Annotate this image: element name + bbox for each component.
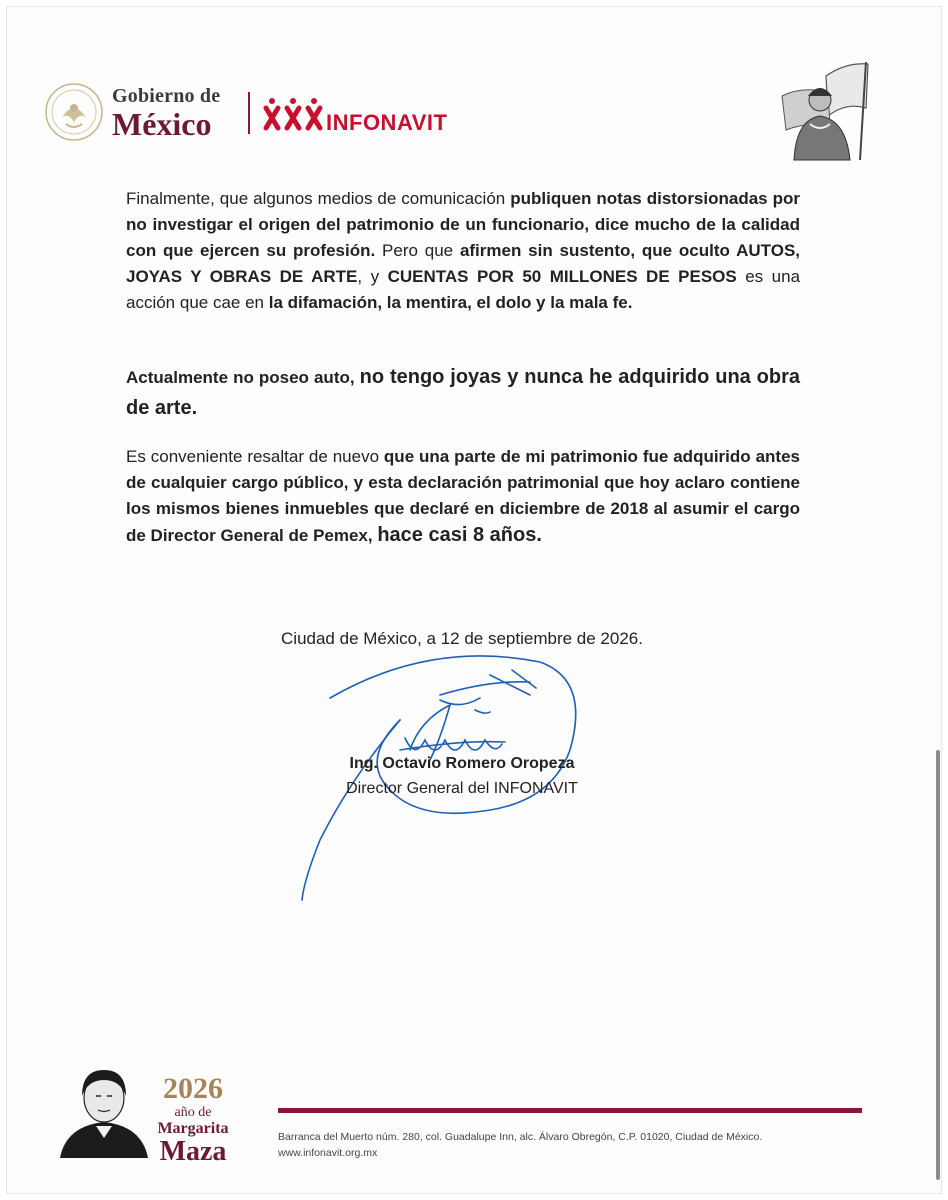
p1-run-4: , y: [357, 267, 388, 286]
year-number: 2026: [163, 1072, 223, 1105]
p1-run-3: afirmen sin sustento, que oculto AUTOS, JOYAS Y OBRAS DE ARTE: [126, 241, 801, 286]
p2-run-1: no tengo joyas y nunca he adquirido una obra de arte.: [126, 366, 801, 419]
year-line-4: Maza: [159, 1136, 227, 1167]
place-date: Ciudad de México, a 12 de septiembre de 2026.: [281, 629, 643, 648]
gobierno-line1: Gobierno de: [112, 85, 221, 107]
p2-run-0: Actualmente no poseo auto,: [126, 368, 360, 387]
portrait-icon: [56, 1066, 152, 1158]
scrollbar[interactable]: [936, 750, 940, 1180]
paragraph-3: [126, 444, 800, 549]
p1-run-1: publiquen notas distorsionadas por no investigar el origen del patrimonio de un funcionario, dice mucho de la calidad con que ejercen su profesión.: [126, 189, 800, 260]
document-page: [6, 6, 942, 1194]
footer-website: www.infonavit.org.mx: [278, 1147, 378, 1159]
year-line-2: año de: [174, 1105, 212, 1120]
paragraph-2: [126, 362, 800, 424]
footer-divider: [278, 1108, 862, 1113]
year-logo: [152, 1074, 234, 1166]
mexico-seal-icon: [44, 82, 104, 142]
p1-run-0: Finalmente, que algunos medios de comunicación: [126, 189, 511, 208]
signer-name: Ing. Octavio Romero Oropeza: [349, 755, 575, 772]
gobierno-line2: México: [112, 106, 212, 142]
paragraph-1: [126, 186, 800, 316]
year-line-3: Margarita: [157, 1120, 229, 1137]
p3-run-2: hace casi 8 años.: [377, 524, 542, 546]
p1-run-7: la difamación, la mentira, el dolo y la mala fe.: [268, 293, 633, 312]
signer-role: Director General del INFONAVIT: [346, 780, 578, 797]
gobierno-logo: [112, 86, 220, 140]
infonavit-wordmark: INFONAVIT: [326, 110, 448, 135]
p1-run-5: CUENTAS POR 50 MILLONES DE PESOS: [387, 267, 737, 286]
heroine-flag-icon: [772, 56, 874, 162]
p1-run-2: Pero que: [375, 241, 460, 260]
p3-run-0: Es conveniente resaltar de nuevo: [126, 447, 384, 466]
header-divider: [248, 92, 250, 134]
infonavit-logo-icon: [262, 94, 324, 132]
p3-run-1: que una parte de mi patrimonio fue adquirido antes de cualquier cargo público, y esta declaración patrimonial que hoy aclaro contiene los mismos bienes inmuebles que declaré en diciembre de 2018 al asumir el cargo de Director General de Pemex,: [126, 447, 800, 545]
p1-run-6: es una acción que cae en: [126, 267, 801, 312]
footer-address: Barranca del Muerto núm. 280, col. Guadalupe Inn, alc. Álvaro Obregón, C.P. 01020, Ciudad de México.: [278, 1131, 763, 1143]
